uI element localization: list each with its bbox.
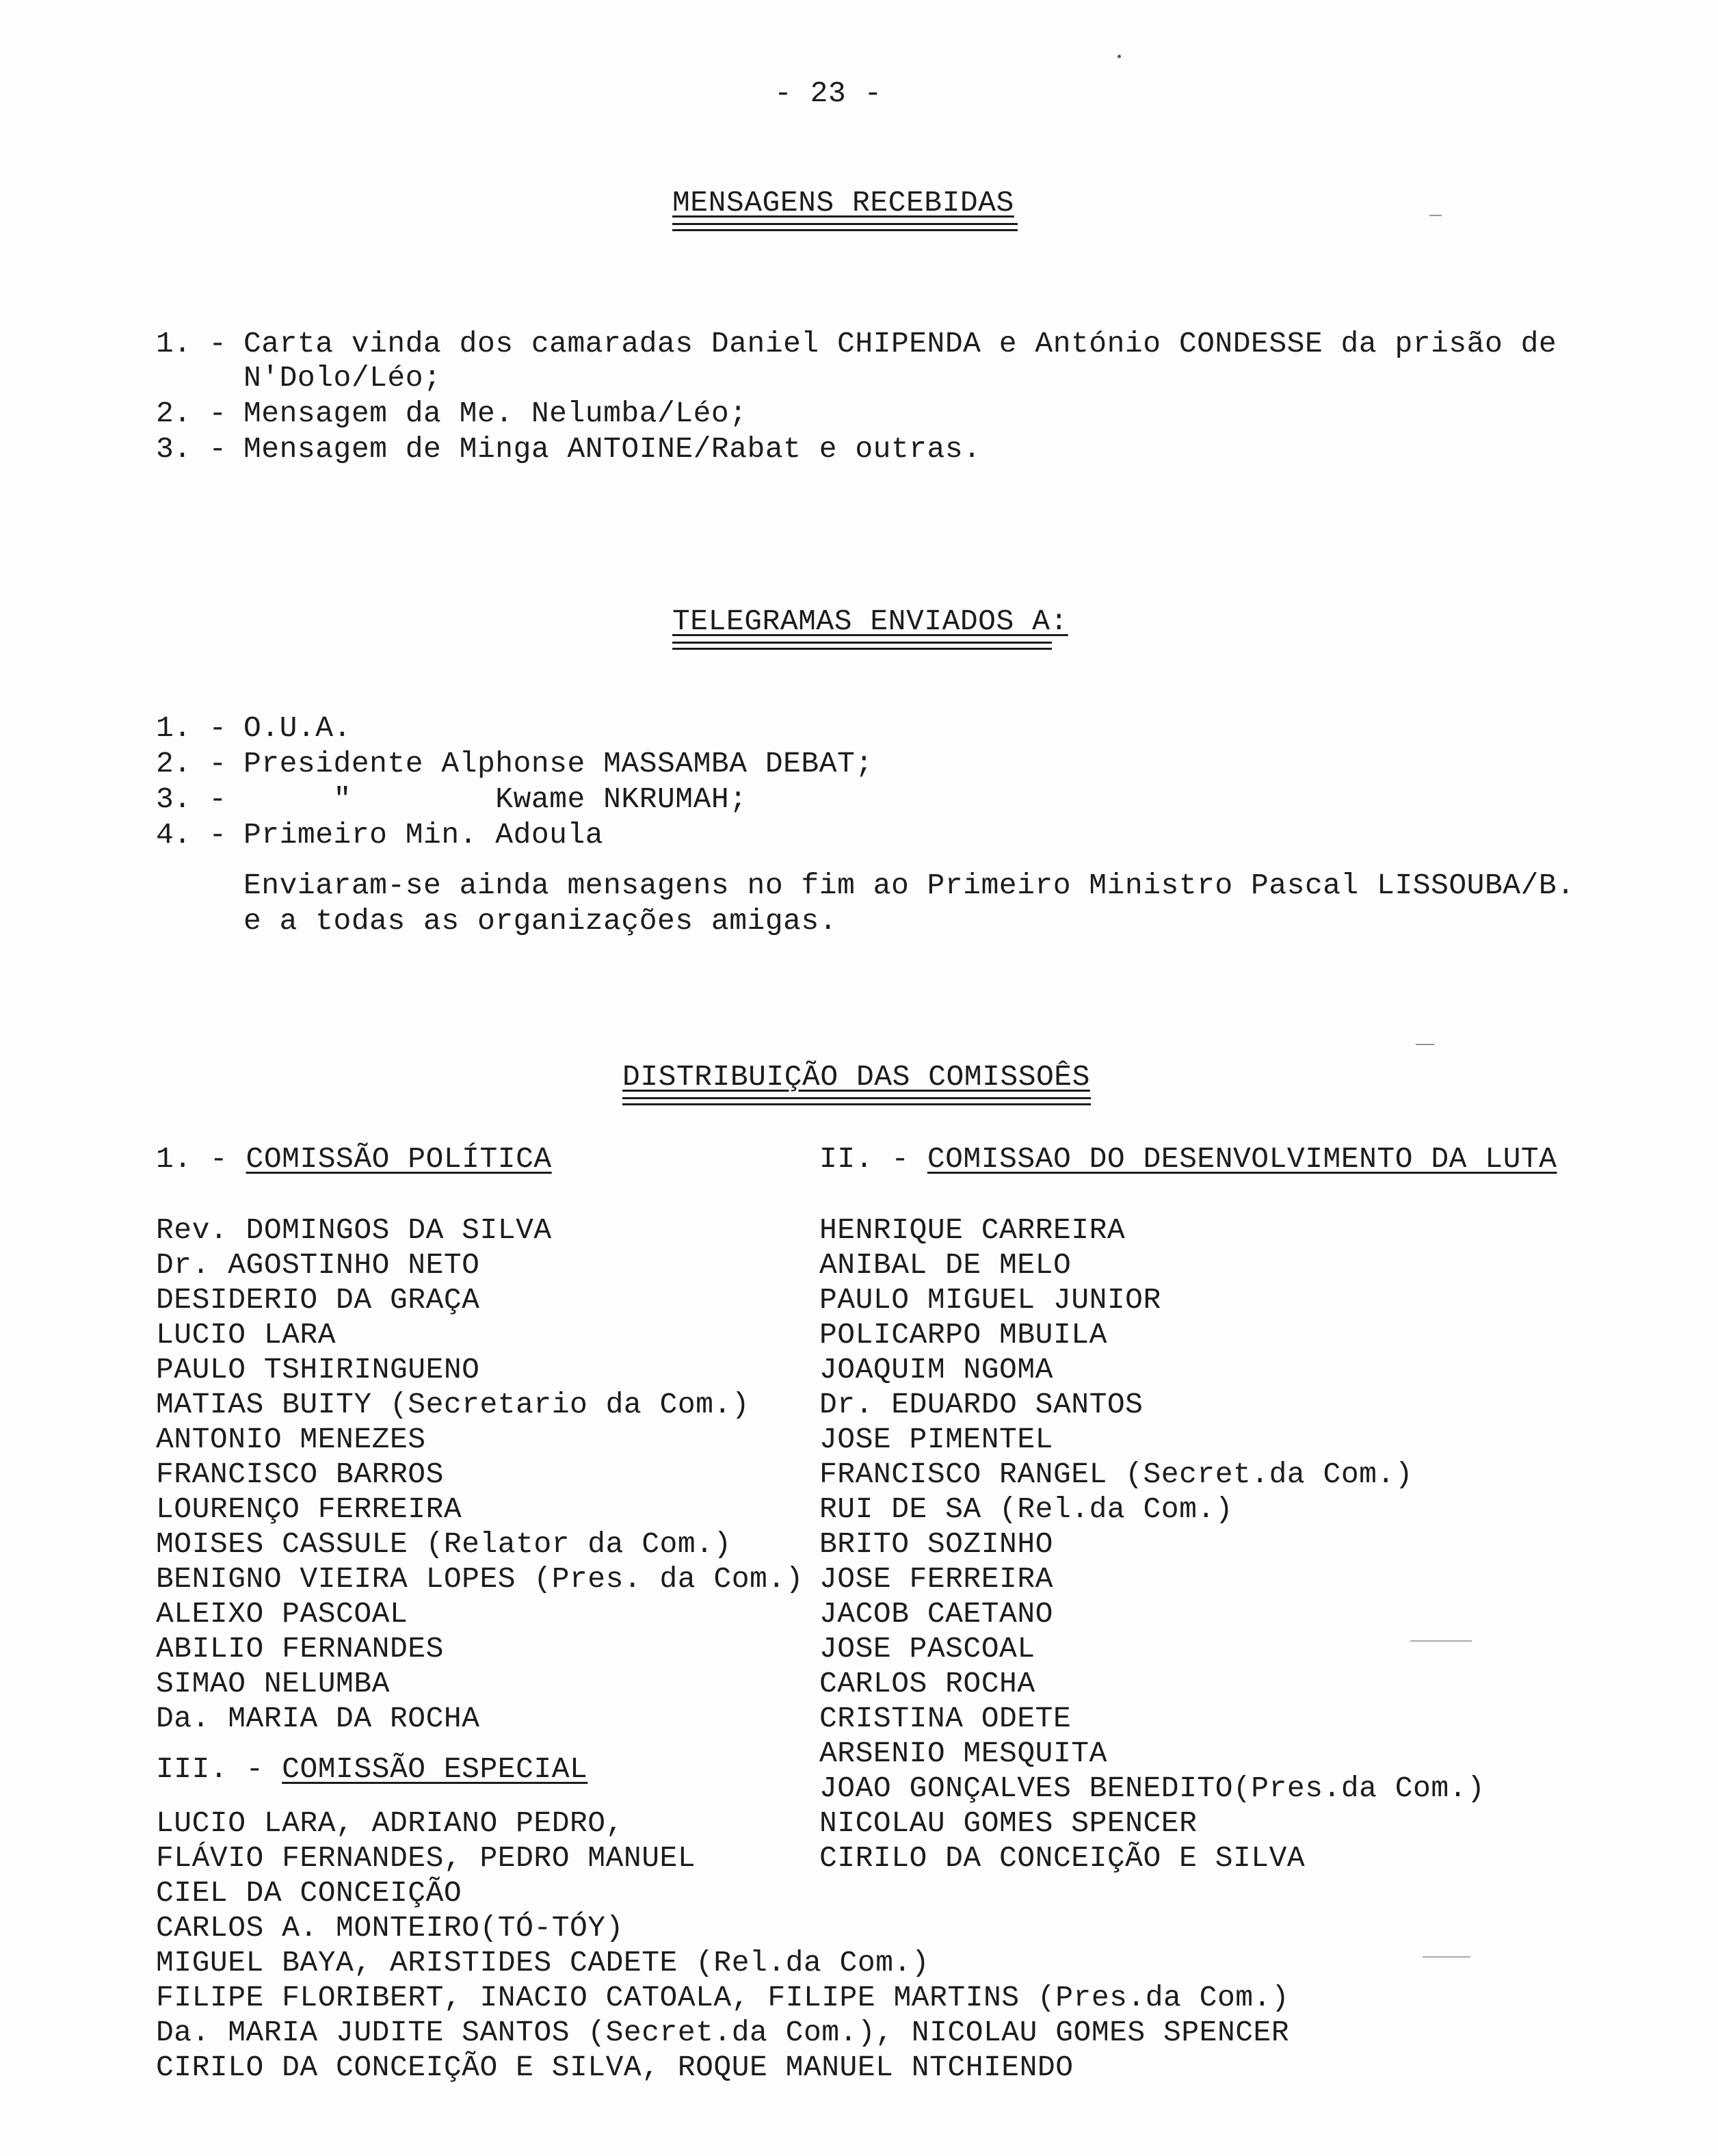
especial-member: FLÁVIO FERNANDES, PEDRO MANUEL (156, 1841, 696, 1875)
list-number: 2. - (156, 397, 227, 430)
commission-prefix: II. - (819, 1142, 927, 1176)
politica-member: DESIDERIO DA GRAÇA (156, 1283, 480, 1317)
commission-prefix: 1. - (156, 1142, 246, 1176)
list-number: 2. - (156, 747, 227, 780)
page-number: - 23 - (774, 77, 882, 110)
list-item: Primeiro Min. Adoula (243, 818, 604, 852)
desenvolvimento-member: CRISTINA ODETE (819, 1702, 1072, 1735)
politica-member: PAULO TSHIRINGUENO (156, 1353, 480, 1386)
desenvolvimento-member: BRITO SOZINHO (819, 1527, 1053, 1561)
politica-member: ABILIO FERNANDES (156, 1632, 444, 1666)
commission-title: COMISSAO DO DESENVOLVIMENTO DA LUTA (927, 1142, 1557, 1176)
especial-member: Da. MARIA JUDITE SANTOS (Secret.da Com.), NICOLAU GOMES SPENCER (156, 2016, 1290, 2049)
list-item: Mensagem da Me. Nelumba/Léo; (243, 397, 748, 430)
especial-member: MIGUEL BAYA, ARISTIDES CADETE (Rel.da Com.) (156, 1946, 930, 1980)
desenvolvimento-member: CIRILO DA CONCEIÇÃO E SILVA (819, 1841, 1306, 1875)
desenvolvimento-member: RUI DE SA (Rel.da Com.) (819, 1493, 1233, 1526)
especial-member: CARLOS A. MONTEIRO(TÓ-TÓY) (156, 1911, 624, 1945)
list-number: 3. - (156, 432, 227, 466)
desenvolvimento-member: ANIBAL DE MELO (819, 1248, 1072, 1282)
desenvolvimento-member: FRANCISCO RANGEL (Secret.da Com.) (819, 1458, 1414, 1491)
scan-speck (1429, 215, 1442, 216)
list-number: 3. - (156, 783, 227, 816)
especial-member: CIRILO DA CONCEIÇÃO E SILVA, ROQUE MANUEL NTCHIENDO (156, 2051, 1074, 2084)
list-number: 1. - (156, 711, 227, 745)
politica-member: MATIAS BUITY (Secretario da Com.) (156, 1388, 750, 1421)
commission-title: COMISSÃO POLÍTICA (246, 1142, 552, 1176)
politica-member: Rev. DOMINGOS DA SILVA (156, 1213, 552, 1247)
especial-member: LUCIO LARA, ADRIANO PEDRO, (156, 1806, 624, 1840)
especial-member: CIEL DA CONCEIÇÃO (156, 1876, 462, 1910)
list-item: Presidente Alphonse MASSAMBA DEBAT; (243, 747, 873, 780)
heading-double-rule (672, 642, 1052, 644)
desenvolvimento-member: JACOB CAETANO (819, 1597, 1053, 1631)
desenvolvimento-member: JOAO GONÇALVES BENEDITO(Pres.da Com.) (819, 1772, 1485, 1805)
politica-member: BENIGNO VIEIRA LOPES (Pres. da Com.) (156, 1562, 804, 1596)
politica-member: MOISES CASSULE (Relator da Com.) (156, 1527, 732, 1561)
scan-speck (1416, 1044, 1435, 1045)
commission-title: COMISSÃO ESPECIAL (282, 1752, 588, 1786)
commission-header-desenvolvimento (819, 1142, 1557, 1176)
desenvolvimento-member: JOSE PASCOAL (819, 1632, 1035, 1666)
list-item: Carta vinda dos camaradas Daniel CHIPENDA e António CONDESSE da prisão de (243, 327, 1557, 360)
commission-header-especial (156, 1752, 587, 1787)
desenvolvimento-member: Dr. EDUARDO SANTOS (819, 1388, 1144, 1421)
desenvolvimento-member: POLICARPO MBUILA (819, 1318, 1107, 1352)
desenvolvimento-member: PAULO MIGUEL JUNIOR (819, 1283, 1161, 1317)
desenvolvimento-member: JOAQUIM NGOMA (819, 1353, 1053, 1386)
politica-member: LUCIO LARA (156, 1318, 336, 1352)
politica-member: ALEIXO PASCOAL (156, 1597, 408, 1631)
desenvolvimento-member: JOSE FERREIRA (819, 1562, 1053, 1596)
politica-member: FRANCISCO BARROS (156, 1458, 444, 1491)
politica-member: SIMAO NELUMBA (156, 1667, 390, 1700)
especial-member: FILIPE FLORIBERT, INACIO CATOALA, FILIPE MARTINS (Pres.da Com.) (156, 1981, 1290, 2014)
telegram-note-line: Enviaram-se ainda mensagens no fim ao Primeiro Ministro Pascal LISSOUBA/B. (243, 869, 1575, 902)
list-item: Mensagem de Minga ANTOINE/Rabat e outras. (243, 432, 981, 466)
commission-prefix: III. - (156, 1752, 282, 1786)
scan-speck (1118, 55, 1121, 58)
politica-member: Da. MARIA DA ROCHA (156, 1702, 480, 1735)
politica-member: Dr. AGOSTINHO NETO (156, 1248, 480, 1282)
desenvolvimento-member: HENRIQUE CARREIRA (819, 1213, 1126, 1247)
section-heading-mensagens: MENSAGENS RECEBIDAS (672, 186, 1014, 220)
list-number: 1. - (156, 327, 227, 360)
politica-member: ANTONIO MENEZES (156, 1423, 426, 1456)
politica-member: LOURENÇO FERREIRA (156, 1493, 462, 1526)
telegram-note-line: e a todas as organizações amigas. (243, 904, 838, 938)
commission-header-politica (156, 1142, 552, 1176)
list-item: O.U.A. (243, 711, 352, 745)
desenvolvimento-member: NICOLAU GOMES SPENCER (819, 1806, 1198, 1840)
heading-double-rule (622, 1097, 1091, 1099)
scan-speck (1410, 1640, 1472, 1642)
list-item-continuation: N'Dolo/Léo; (243, 361, 442, 395)
desenvolvimento-member: JOSE PIMENTEL (819, 1423, 1053, 1456)
list-item: " Kwame NKRUMAH; (243, 783, 748, 816)
desenvolvimento-member: CARLOS ROCHA (819, 1667, 1035, 1700)
section-heading-telegramas: TELEGRAMAS ENVIADOS A: (672, 605, 1068, 638)
section-heading-distribuicao: DISTRIBUIÇÃO DAS COMISSOÊS (622, 1060, 1090, 1094)
desenvolvimento-member: ARSENIO MESQUITA (819, 1737, 1107, 1770)
list-number: 4. - (156, 818, 227, 852)
scan-speck (1423, 1956, 1470, 1958)
heading-double-rule (672, 223, 1018, 225)
